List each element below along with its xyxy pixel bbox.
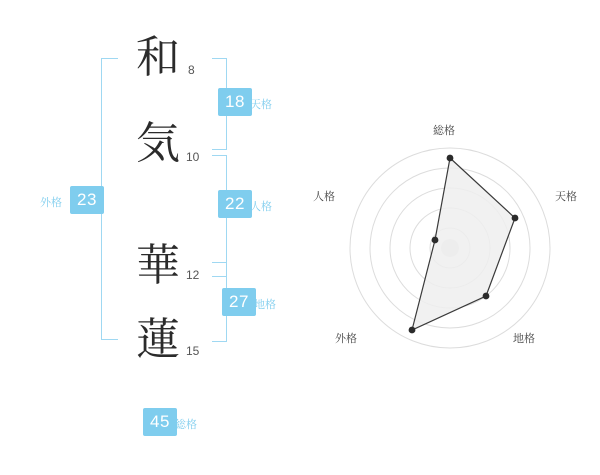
kanji-breakdown-panel: [0, 0, 300, 470]
radar-axis-label-tenkaku: 天格: [555, 191, 577, 203]
tenkaku-label: 天格: [250, 99, 272, 111]
radar-axis-label-gaikaku: 外格: [335, 333, 357, 345]
radar-chart-panel: [300, 0, 600, 470]
radar-axis-label-chikaku: 地格: [513, 333, 535, 345]
gaikaku-score-badge: 23: [70, 186, 104, 214]
kanji-strokes-4: 15: [186, 344, 200, 358]
soukaku-score-badge: 45: [143, 408, 177, 436]
jinkaku-label: 人格: [250, 201, 272, 213]
gaikaku-label: 外格: [40, 197, 62, 209]
kanji-char-1: 和: [136, 32, 180, 83]
kanji-char-4: 蓮: [136, 314, 180, 365]
radar-axis-label-jinkaku: 人格: [313, 191, 335, 203]
radar-chart-svg: [300, 0, 600, 470]
chikaku-score-badge: 27: [222, 288, 256, 316]
kanji-char-3: 華: [136, 240, 180, 291]
soukaku-label: 総格: [175, 419, 197, 431]
kanji-char-2: 気: [136, 118, 180, 169]
kanji-strokes-1: 8: [188, 63, 195, 77]
tenkaku-score-badge: 18: [218, 88, 252, 116]
radar-axis-label-soukaku: 総格: [433, 125, 455, 137]
kanji-strokes-3: 12: [186, 268, 200, 282]
jinkaku-score-badge: 22: [218, 190, 252, 218]
kanji-strokes-2: 10: [186, 150, 200, 164]
chikaku-label: 地格: [254, 299, 276, 311]
radar-data-area: [412, 158, 515, 330]
